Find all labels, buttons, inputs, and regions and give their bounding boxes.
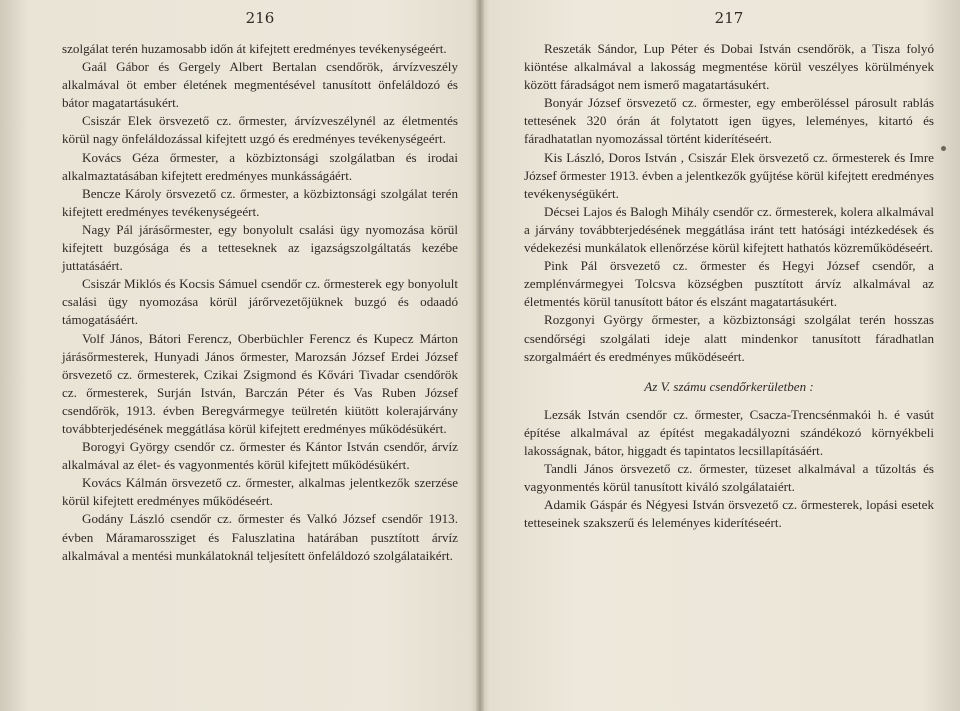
paragraph: Bencze Károly örsvezető cz. őrmester, a közbiztonsági szolgálat terén kifejtett eredményes tevékenységeért. xyxy=(62,185,458,219)
paragraph: Pink Pál örsvezető cz. őrmester és Hegyi József csendőr, a zemplénvármegyei Tolcsva községben pusztított árvíz alkalmával az életmentés körül tanusított bátor és elszánt magatartásukért. xyxy=(524,258,934,310)
paragraph: Gaál Gábor és Gergely Albert Bertalan csendőrök, árvízveszély alkalmával öt ember életének megmentésével tanusított önfeláldozó és bátor magatartásukért. xyxy=(62,59,458,111)
paragraph: Adamik Gáspár és Négyesi István örsvezető cz. őrmesterek, lopási esetek tetteseinek szakszerű és leleményes kiderítéseért. xyxy=(524,497,934,531)
right-page-body xyxy=(524,40,934,532)
paragraph: Décsei Lajos és Balogh Mihály csendőr cz. őrmesterek, kolera alkalmával a járvány továbbterjedésének meggátlása iránt tett hatósági intézkedések és védekezési munkálatok ellenőrzése körül kifejtett hathatós közreműködéseért. xyxy=(524,203,934,256)
left-page-body xyxy=(62,40,458,565)
paragraph: Lezsák István csendőr cz. őrmester, Csacza-Trencsénmakói h. é vasút építése alkalmával az építést megakadályozni szándékozó környékbeli lakosságnak, bátor, higgadt és tapintatos lecsillapításáért. xyxy=(524,406,934,458)
paragraph: szolgálat terén huzamosabb időn át kifejtett eredményes tevékenységeért. xyxy=(62,41,447,56)
paragraph: Csiszár Miklós és Kocsis Sámuel csendőr cz. őrmesterek egy bonyolult csalási ügy nyomozása körül járőrvezetőjüknek buzgó és odaadó támogatásáért. xyxy=(62,276,458,328)
paragraph: Kis László, Doros István , Csiszár Elek örsvezető cz. őrmesterek és Imre József őrmester 1913. évben a jelentkezők gyűjtése körül kifejtett eredményes tevékenységükért. xyxy=(524,149,934,201)
section-heading: Az V. számu csendőrkerületben : xyxy=(644,378,814,394)
paragraph: Tandli János örsvezető cz. őrmester, tüzeset alkalmával a tűzoltás és vagyonmentés körül tanusított kiváló szolgálataiért. xyxy=(524,461,934,495)
paragraph: Kovács Géza őrmester, a közbiztonsági szolgálatban és irodai alkalmaztatásában kifejtett eredményes munkásságáért. xyxy=(62,149,458,183)
paragraph: Reszeták Sándor, Lup Péter és Dobai István csendőrök, a Tisza folyó kiöntése alkalmával a lakosság megmentése körül veszélyes körülmények között fáradságot nem ismerő magatartásukért. xyxy=(524,41,934,93)
margin-ink-dot xyxy=(941,146,946,151)
paragraph: Bonyár József örsvezető cz. őrmester, egy emberöléssel párosult rablás tettesének 320 órán át folytatott igen ügyes, leleményes, kitartó és fáradhatatlan nyomozással történt kiderítéseért. xyxy=(524,95,934,147)
right-page xyxy=(480,0,960,711)
paragraph: Csiszár Elek örsvezető cz. őrmester, árvízveszélynél az életmentés körül nagy önfeláldozással kifejtett uzgó és eredményes tevékenységeért. xyxy=(62,113,458,147)
paragraph: Kovács Kálmán örsvezető cz. őrmester, alkalmas jelentkezők szerzése körül kifejtett eredményes működéseért. xyxy=(62,475,458,509)
paragraph: Godány László csendőr cz. őrmester és Valkó József csendőr 1913. évben Máramarossziget és Faluszlatina határában pusztított árvíz alkalmával a mentési munkálatoknál teljesített önfeláldozó szolgálataikért. xyxy=(62,511,458,563)
paragraph: Volf János, Bátori Ferencz, Oberbüchler Ferencz és Kupecz Márton járásőrmesterek, Hunyadi János őrmester, Marozsán József Erdei József örsvezető cz. őrmesterek, Czikai Zsigmond és Kővári Tivadar csendőrök cz. őrmesterek, Surján István, Barczán Péter és Vas Ruben József csendőrök, 1913. évben Beregvármegye teülretén kiütött kolerajárvány továbbterjedésének meggátlása körül kifejtett eredményes működésükért. xyxy=(62,330,458,436)
page-number-left: 216 xyxy=(245,9,275,27)
paragraph: Rozgonyi György őrmester, a közbiztonsági szolgálat terén hosszas csendőrségi szolgálati ideje alatt mindenkor tanusított fáradhatlan szorgalmáért és eredményes működéseért. xyxy=(524,312,934,364)
page-number-right: 217 xyxy=(714,9,744,27)
paragraph: Borogyi György csendőr cz. őrmester és Kántor István csendőr, árvíz alkalmával az élet- és vagyonmentés körül kifejtett működésükért. xyxy=(62,439,458,473)
paragraph: Nagy Pál járásőrmester, egy bonyolult csalási ügy nyomozása körül kifejtett buzgósága és a tetteseknek az igazságszolgáltatás kezébe juttatásáért. xyxy=(62,221,458,274)
